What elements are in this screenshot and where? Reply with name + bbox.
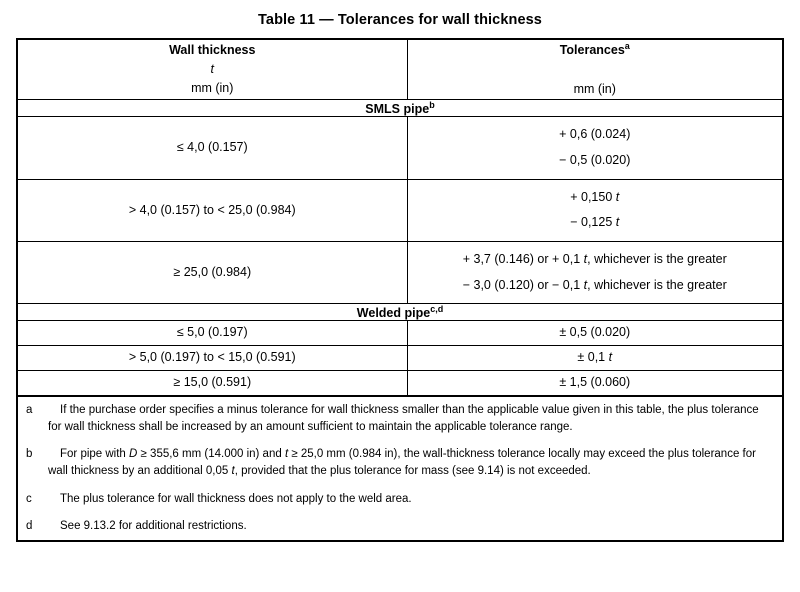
footnote-d-text: See 9.13.2 for additional restrictions. bbox=[60, 519, 247, 532]
cell-thickness: ≤ 5,0 (0.197) bbox=[17, 321, 407, 346]
section-header-welded-footnote-ref: c,d bbox=[430, 304, 444, 315]
header-tolerances-unit: mm (in) bbox=[573, 81, 616, 96]
footnote-b bbox=[18, 441, 782, 486]
table-row bbox=[17, 241, 783, 303]
footnote-c-text: The plus tolerance for wall thickness does not apply to the weld area. bbox=[60, 492, 412, 505]
cell-tolerance-line: + 0,6 (0.024) bbox=[559, 127, 631, 142]
cell-tolerance-line: − 0,125 t bbox=[570, 215, 620, 230]
tolerances-table bbox=[16, 38, 784, 542]
cell-tolerance-line: + 0,150 t bbox=[570, 189, 620, 204]
footnotes-row bbox=[17, 396, 783, 542]
table-row bbox=[17, 346, 783, 371]
cell-tolerance bbox=[407, 179, 783, 241]
footnote-c bbox=[18, 486, 782, 513]
header-wall-thickness-symbol: t bbox=[210, 61, 214, 76]
footnote-a bbox=[18, 397, 782, 442]
cell-tolerance: ± 1,5 (0.060) bbox=[407, 370, 783, 395]
header-wall-thickness-unit: mm (in) bbox=[191, 81, 234, 96]
cell-thickness: ≥ 25,0 (0.984) bbox=[17, 241, 407, 303]
footnote-b-marker: b bbox=[26, 448, 33, 461]
footnote-b-text: For pipe with D ≥ 355,6 mm (14.000 in) and t ≥ 25,0 mm (0.984 in), the wall-thickness tolerance locally may exceed the plus tolerance for wall thickness by an additional 0,05 t, provided that the plus tolerance for mass (see 9.14) is not exceeded. bbox=[48, 448, 756, 478]
section-header-smls-cell bbox=[17, 100, 783, 117]
cell-thickness: ≥ 15,0 (0.591) bbox=[17, 370, 407, 395]
header-tolerances-label: Tolerances bbox=[559, 43, 625, 58]
cell-tolerance-line: + 3,7 (0.146) or + 0,1 t, whichever is the greater bbox=[462, 251, 727, 266]
cell-tolerance: ± 0,1 t bbox=[407, 346, 783, 371]
cell-tolerance-line: − 0,5 (0.020) bbox=[559, 153, 631, 168]
table-row bbox=[17, 321, 783, 346]
footnote-a-marker: a bbox=[26, 403, 33, 416]
cell-tolerance: ± 0,5 (0.020) bbox=[407, 321, 783, 346]
section-header-smls-label: SMLS pipe bbox=[365, 102, 430, 117]
table-header-row bbox=[17, 39, 783, 100]
cell-tolerance bbox=[407, 117, 783, 179]
cell-thickness: > 5,0 (0.197) to < 15,0 (0.591) bbox=[17, 346, 407, 371]
cell-tolerance bbox=[407, 241, 783, 303]
section-header-smls bbox=[17, 100, 783, 117]
table-row bbox=[17, 370, 783, 395]
header-tolerances-footnote-ref: a bbox=[624, 41, 630, 51]
header-wall-thickness bbox=[17, 39, 407, 100]
section-header-welded-cell bbox=[17, 304, 783, 321]
footnote-a-text: If the purchase order specifies a minus tolerance for wall thickness smaller than the applicable value given in this table, the plus tolerance for wall thickness shall be increased by an amount sufficient to maintain the applicable tolerance range. bbox=[48, 403, 759, 433]
table-row bbox=[17, 179, 783, 241]
header-wall-thickness-label: Wall thickness bbox=[169, 42, 256, 57]
cell-thickness: ≤ 4,0 (0.157) bbox=[17, 117, 407, 179]
footnote-d-marker: d bbox=[26, 519, 33, 532]
header-tolerances bbox=[407, 39, 783, 100]
section-header-smls-footnote-ref: b bbox=[429, 100, 435, 111]
section-header-welded bbox=[17, 304, 783, 321]
footnotes-cell bbox=[17, 396, 783, 542]
table-row bbox=[17, 117, 783, 179]
table-title: Table 11 — Tolerances for wall thickness bbox=[258, 12, 542, 28]
footnote-d bbox=[18, 513, 782, 540]
header-tolerances-label-wrap bbox=[408, 40, 783, 61]
document-page bbox=[0, 12, 800, 592]
cell-thickness: > 4,0 (0.157) to < 25,0 (0.984) bbox=[17, 179, 407, 241]
cell-tolerance-line: − 3,0 (0.120) or − 0,1 t, whichever is the greater bbox=[462, 277, 727, 292]
section-header-welded-label: Welded pipe bbox=[356, 306, 431, 321]
footnote-c-marker: c bbox=[26, 492, 32, 505]
